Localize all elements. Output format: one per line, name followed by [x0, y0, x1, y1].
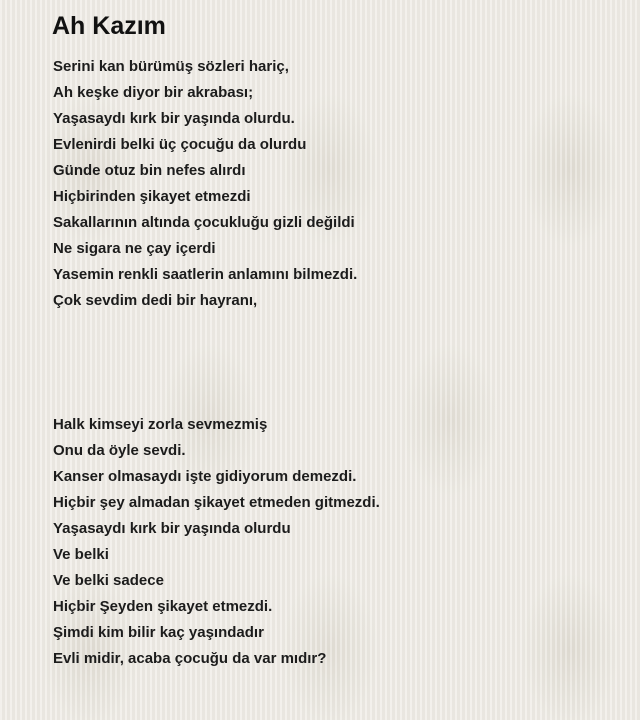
poem-line: Evli midir, acaba çocuğu da var mıdır? [53, 650, 327, 667]
poem-line: Kanser olmasaydı işte gidiyorum demezdi. [53, 468, 357, 485]
poem-line: Ah keşke diyor bir akrabası; [53, 84, 254, 101]
poem-line: Yaşasaydı kırk bir yaşında olurdu [53, 520, 291, 537]
poem-line: Şimdi kim bilir kaç yaşındadır [53, 624, 264, 641]
poem-line: Çok sevdim dedi bir hayranı, [53, 292, 258, 309]
stanza-2 [53, 412, 380, 672]
poem-line: Onu da öyle sevdi. [53, 442, 186, 459]
poem-line: Ne sigara ne çay içerdi [53, 240, 216, 257]
poem-line: Yasemin renkli saatlerin anlamını bilmezdi. [53, 266, 358, 283]
stanza-1 [53, 54, 357, 314]
poem-line: Evlenirdi belki üç çocuğu da olurdu [53, 136, 307, 153]
poem-line: Sakallarının altında çocukluğu gizli değildi [53, 214, 355, 231]
poem-line: Günde otuz bin nefes alırdı [53, 162, 246, 179]
poem-line: Yaşasaydı kırk bir yaşında olurdu. [53, 110, 295, 127]
poem-line: Hiçbir şey almadan şikayet etmeden gitmezdi. [53, 494, 380, 511]
poem-line: Serini kan bürümüş sözleri hariç, [53, 58, 289, 75]
poem-line: Halk kimseyi zorla sevmezmiş [53, 416, 268, 433]
poem-line: Ve belki sadece [53, 572, 164, 589]
poem-line: Ve belki [53, 546, 109, 563]
poem-line: Hiçbirinden şikayet etmezdi [53, 188, 251, 205]
poem-line: Hiçbir Şeyden şikayet etmezdi. [53, 598, 273, 615]
poem-title: Ah Kazım [52, 12, 166, 40]
